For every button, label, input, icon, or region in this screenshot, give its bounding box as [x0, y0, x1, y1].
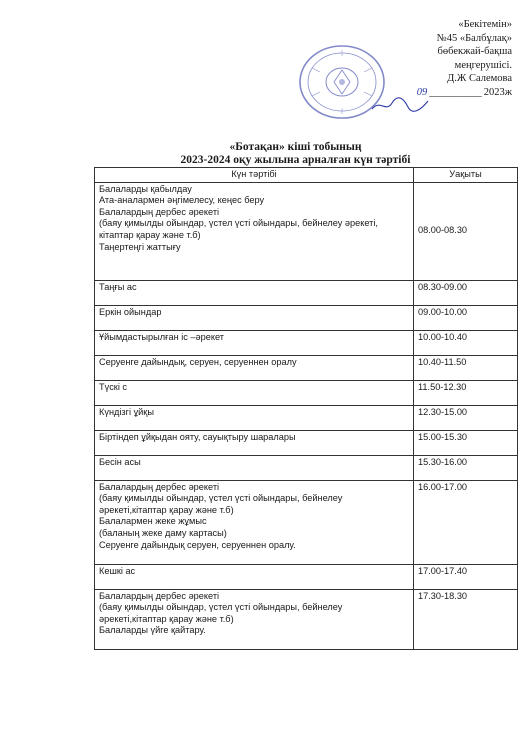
director-name: Д.Ж Салемова	[447, 73, 512, 84]
header-activity: Күн тәртібі	[95, 168, 414, 183]
activity-cell: Түскі с	[95, 380, 414, 405]
activity-line: (баяу қимылды ойындар, үстел үсті ойындары, бейнелеу әрекеті,кітаптар қарау және т.б)	[99, 602, 343, 624]
time-cell: 12.30-15.00	[414, 405, 518, 430]
table-row	[95, 182, 518, 280]
institution-type: бөбекжай-бақша	[437, 46, 512, 57]
table-header-row	[95, 168, 518, 183]
activity-cell	[95, 182, 414, 280]
header-time: Уақыты	[414, 168, 518, 183]
activity-line: Таңертеңгі жаттығу	[99, 241, 181, 252]
time-cell: 09.00-10.00	[414, 305, 518, 330]
time-cell: 10.40-11.50	[414, 355, 518, 380]
activity-line: Балалардың дербес әрекеті	[99, 590, 220, 601]
table-row	[95, 280, 518, 305]
handwritten-date: 09	[416, 86, 428, 98]
time-cell: 17.30-18.30	[414, 589, 518, 649]
activity-cell: Серуенге дайындық, серуен, серуеннен оралу	[95, 355, 414, 380]
time-cell: 15.00-15.30	[414, 430, 518, 455]
activity-cell	[95, 480, 414, 564]
table-row	[95, 405, 518, 430]
activity-cell: Бесін асы	[95, 455, 414, 480]
activity-line: Балаларды үйге қайтару.	[99, 625, 206, 636]
activity-line: (баяу қимылды ойындар, үстел үсті ойындары, бейнелеу әрекеті, кітаптар қарау және т.б)	[99, 218, 378, 240]
time-cell: 16.00-17.00	[414, 480, 518, 564]
table-row	[95, 589, 518, 649]
table-row	[95, 355, 518, 380]
table-row	[95, 455, 518, 480]
schedule-subtitle: 2023-2024 оқу жылына арналған күн тәртібі	[180, 154, 411, 166]
approval-year: 2023ж	[483, 86, 512, 98]
table-row	[95, 564, 518, 589]
time-cell: 08.00-08.30	[414, 182, 518, 280]
date-blank: __________	[429, 86, 482, 98]
activity-line: Балаларды қабылдау	[99, 183, 192, 194]
activity-line: Ата-аналармен әңгімелесу, кеңес беру	[99, 195, 265, 206]
table-row	[95, 305, 518, 330]
activity-cell: Ұйымдастырылған іс –әрекет	[95, 330, 414, 355]
kindergarten-number: №45 «Балбұлақ»	[436, 32, 512, 44]
activity-cell: Біртіндеп ұйқыдан ояту, сауықтыру шаралары	[95, 430, 414, 455]
activity-cell: Кешкі ас	[95, 564, 414, 589]
activity-line: (баяу қимылды ойындар, үстел үсті ойындары, бейнелеу әрекеті,кітаптар қарау және т.б)	[99, 493, 343, 515]
activity-line: Серуенге дайындық серуен, серуеннен оралу.	[99, 539, 296, 550]
activity-cell: Күндізгі ұйқы	[95, 405, 414, 430]
activity-line: Балалармен жеке жұмыс	[99, 516, 207, 527]
group-name: «Ботақан» кіші тобының	[229, 141, 362, 153]
document-title	[0, 141, 531, 167]
table-row	[95, 330, 518, 355]
time-cell: 11.50-12.30	[414, 380, 518, 405]
activity-cell	[95, 589, 414, 649]
table-row	[95, 480, 518, 564]
activity-cell: Еркін ойындар	[95, 305, 414, 330]
table-row	[95, 430, 518, 455]
activity-line: Балалардың дербес әрекеті	[99, 206, 220, 217]
activity-line: Балалардың дербес әрекеті	[99, 481, 220, 492]
time-cell: 10.00-10.40	[414, 330, 518, 355]
time-cell: 15.30-16.00	[414, 455, 518, 480]
approval-block	[362, 18, 512, 99]
time-cell: 08.30-09.00	[414, 280, 518, 305]
approval-date	[362, 86, 512, 100]
table-row	[95, 380, 518, 405]
time-cell: 17.00-17.40	[414, 564, 518, 589]
approval-heading: «Бекітемін»	[458, 19, 512, 30]
daily-schedule-table	[94, 167, 518, 650]
director-role: меңгерушісі.	[454, 59, 512, 71]
activity-line: (баланың жеке даму картасы)	[99, 527, 227, 538]
activity-cell: Таңғы ас	[95, 280, 414, 305]
